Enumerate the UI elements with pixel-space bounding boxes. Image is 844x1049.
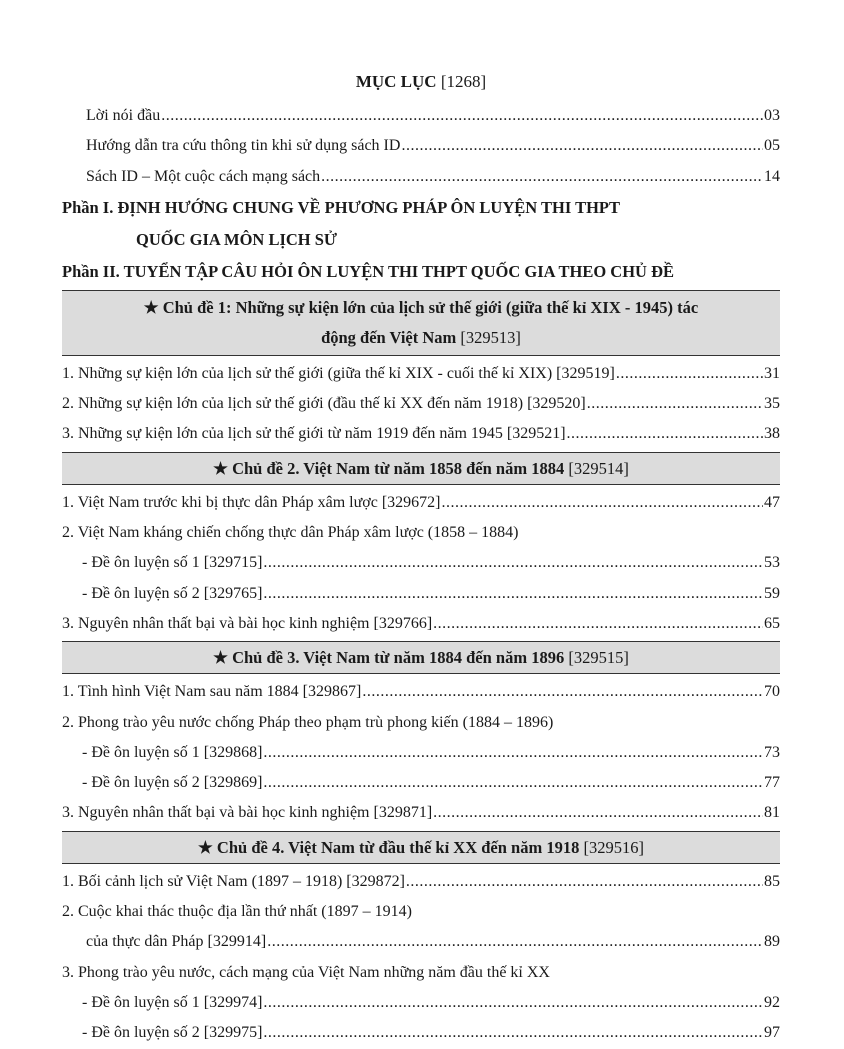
toc-entry-page: 73 <box>764 743 780 761</box>
toc-entry-label: 1. Việt Nam trước khi bị thực dân Pháp xâm lược [329672] <box>62 493 441 511</box>
toc-entry-page: 53 <box>764 554 780 572</box>
toc-entry-label: 3. Nguyên nhân thất bại và bài học kinh nghiệm [329766] <box>62 614 433 632</box>
toc-entry[interactable] <box>62 131 780 161</box>
toc-entry[interactable] <box>62 101 780 131</box>
topic-header <box>62 452 780 485</box>
toc-entry-page: 59 <box>764 584 780 602</box>
toc-entry-page: 31 <box>764 364 780 382</box>
toc-entry[interactable] <box>62 488 780 518</box>
topic-header <box>62 641 780 674</box>
toc-entry-page: 14 <box>764 167 780 185</box>
toc-entry-label: Sách ID – Một cuộc cách mạng sách <box>86 167 321 185</box>
toc-entry-label: 1. Bối cảnh lịch sử Việt Nam (1897 – 1918) [329872] <box>62 872 405 890</box>
topic-code: [329515] <box>568 648 629 668</box>
toc-entry-label: - Đề ôn luyện số 1 [329868] <box>82 743 263 761</box>
toc-entry-label: Hướng dẫn tra cứu thông tin khi sử dụng sách ID <box>86 137 401 155</box>
topic-code: [329516] <box>583 837 644 857</box>
toc-entry-page: 97 <box>764 1024 780 1042</box>
toc-entry-page: 85 <box>764 872 780 890</box>
toc-entry[interactable] <box>62 162 780 192</box>
toc-entry-page: 03 <box>764 107 780 124</box>
toc-entry-label: 1. Tình hình Việt Nam sau năm 1884 [329867] <box>62 683 362 701</box>
topic-title: ★ Chủ đề 2. Việt Nam từ năm 1858 đến năm 1884 <box>213 458 565 478</box>
toc-entry-page: 05 <box>764 137 780 155</box>
toc-entry-page: 89 <box>764 933 780 951</box>
toc-entry-label: 3. Phong trào yêu nước, cách mạng của Việt Nam những năm đầu thế kỉ XX <box>62 963 550 981</box>
toc-entry-page: 92 <box>764 993 780 1011</box>
page-title <box>62 70 780 94</box>
toc-entry-label: - Đề ôn luyện số 2 [329869] <box>82 774 263 792</box>
toc-entry-label: Lời nói đầu <box>86 107 161 124</box>
toc-entry-page: 65 <box>764 614 780 632</box>
topic-title: ★ Chủ đề 3. Việt Nam từ năm 1884 đến năm 1896 <box>213 648 565 668</box>
toc-entry-label: 2. Việt Nam kháng chiến chống thực dân Pháp xâm lược (1858 – 1884) <box>62 524 519 542</box>
toc-entry[interactable] <box>62 548 780 578</box>
toc-entry-label: 1. Những sự kiện lớn của lịch sử thế giới (giữa thế kỉ XIX - cuối thế kỉ XIX) [329519] <box>62 364 615 382</box>
toc-entry[interactable] <box>62 708 780 738</box>
toc-entry[interactable] <box>62 359 780 389</box>
toc-entry-label: - Đề ôn luyện số 2 [329975] <box>82 1024 263 1042</box>
toc-entry[interactable] <box>62 579 780 609</box>
toc-entry[interactable] <box>62 1018 780 1048</box>
toc-entry-label: - Đề ôn luyện số 2 [329765] <box>82 584 263 602</box>
toc-entry[interactable] <box>62 677 780 707</box>
toc-entry-label: - Đề ôn luyện số 1 [329974] <box>82 993 263 1011</box>
toc-entry[interactable] <box>62 867 780 897</box>
topic-header <box>62 831 780 864</box>
toc-entry[interactable] <box>62 389 780 419</box>
title-code: [1268] <box>440 72 487 91</box>
toc-entry-label: 3. Nguyên nhân thất bại và bài học kinh nghiệm [329871] <box>62 804 433 822</box>
toc-entry[interactable] <box>62 958 780 988</box>
toc-entry[interactable] <box>62 897 780 927</box>
topic-code: [329514] <box>568 458 629 478</box>
toc-entry[interactable] <box>62 738 780 768</box>
toc-entry-label: 2. Cuộc khai thác thuộc địa lần thứ nhất (1897 – 1914) <box>62 903 412 921</box>
toc-entry[interactable] <box>62 988 780 1018</box>
toc-entry[interactable] <box>62 927 780 957</box>
toc-entry[interactable] <box>62 419 780 449</box>
toc-entry[interactable] <box>62 768 780 798</box>
toc-entry[interactable] <box>62 518 780 548</box>
part-heading: Phần I. ĐỊNH HƯỚNG CHUNG VỀ PHƯƠNG PHÁP ÔN LUYỆN THI THPT <box>62 197 621 217</box>
toc-entry-page: 81 <box>764 804 780 822</box>
part-heading: Phần II. TUYỂN TẬP CÂU HỎI ÔN LUYỆN THI THPT QUỐC GIA THEO CHỦ ĐỀ <box>62 261 675 281</box>
toc-entry-label: của thực dân Pháp [329914] <box>86 933 267 951</box>
part-heading-continued: QUỐC GIA MÔN LỊCH SỬ <box>136 229 338 249</box>
toc-entry-label: 3. Những sự kiện lớn của lịch sử thế giới từ năm 1919 đến năm 1945 [329521] <box>62 425 566 443</box>
topic-title: ★ Chủ đề 4. Việt Nam từ đầu thế kỉ XX đến năm 1918 <box>198 837 580 857</box>
toc-entry-page: 70 <box>764 683 780 701</box>
toc-entry-page: 35 <box>764 395 780 413</box>
toc-entry-page: 47 <box>764 493 780 511</box>
title-text: MỤC LỤC <box>355 72 437 91</box>
toc-entry[interactable] <box>62 609 780 639</box>
topic-title-continued: động đến Việt Nam <box>321 327 457 347</box>
toc-entry-label: 2. Phong trào yêu nước chống Pháp theo phạm trù phong kiến (1884 – 1896) <box>62 713 554 731</box>
topic-code: [329513] <box>460 327 521 347</box>
table-of-contents <box>62 70 780 1049</box>
topic-title: ★ Chủ đề 1: Những sự kiện lớn của lịch sử thế giới (giữa thế kỉ XIX - 1945) tác <box>143 297 699 317</box>
toc-entry-page: 77 <box>764 774 780 792</box>
topic-header <box>62 290 780 356</box>
toc-entry[interactable] <box>62 798 780 828</box>
toc-entry-label: 2. Những sự kiện lớn của lịch sử thế giới (đầu thế kỉ XX đến năm 1918) [329520] <box>62 395 586 413</box>
toc-entry-label: - Đề ôn luyện số 1 [329715] <box>82 554 263 572</box>
toc-entry-page: 38 <box>764 425 780 443</box>
